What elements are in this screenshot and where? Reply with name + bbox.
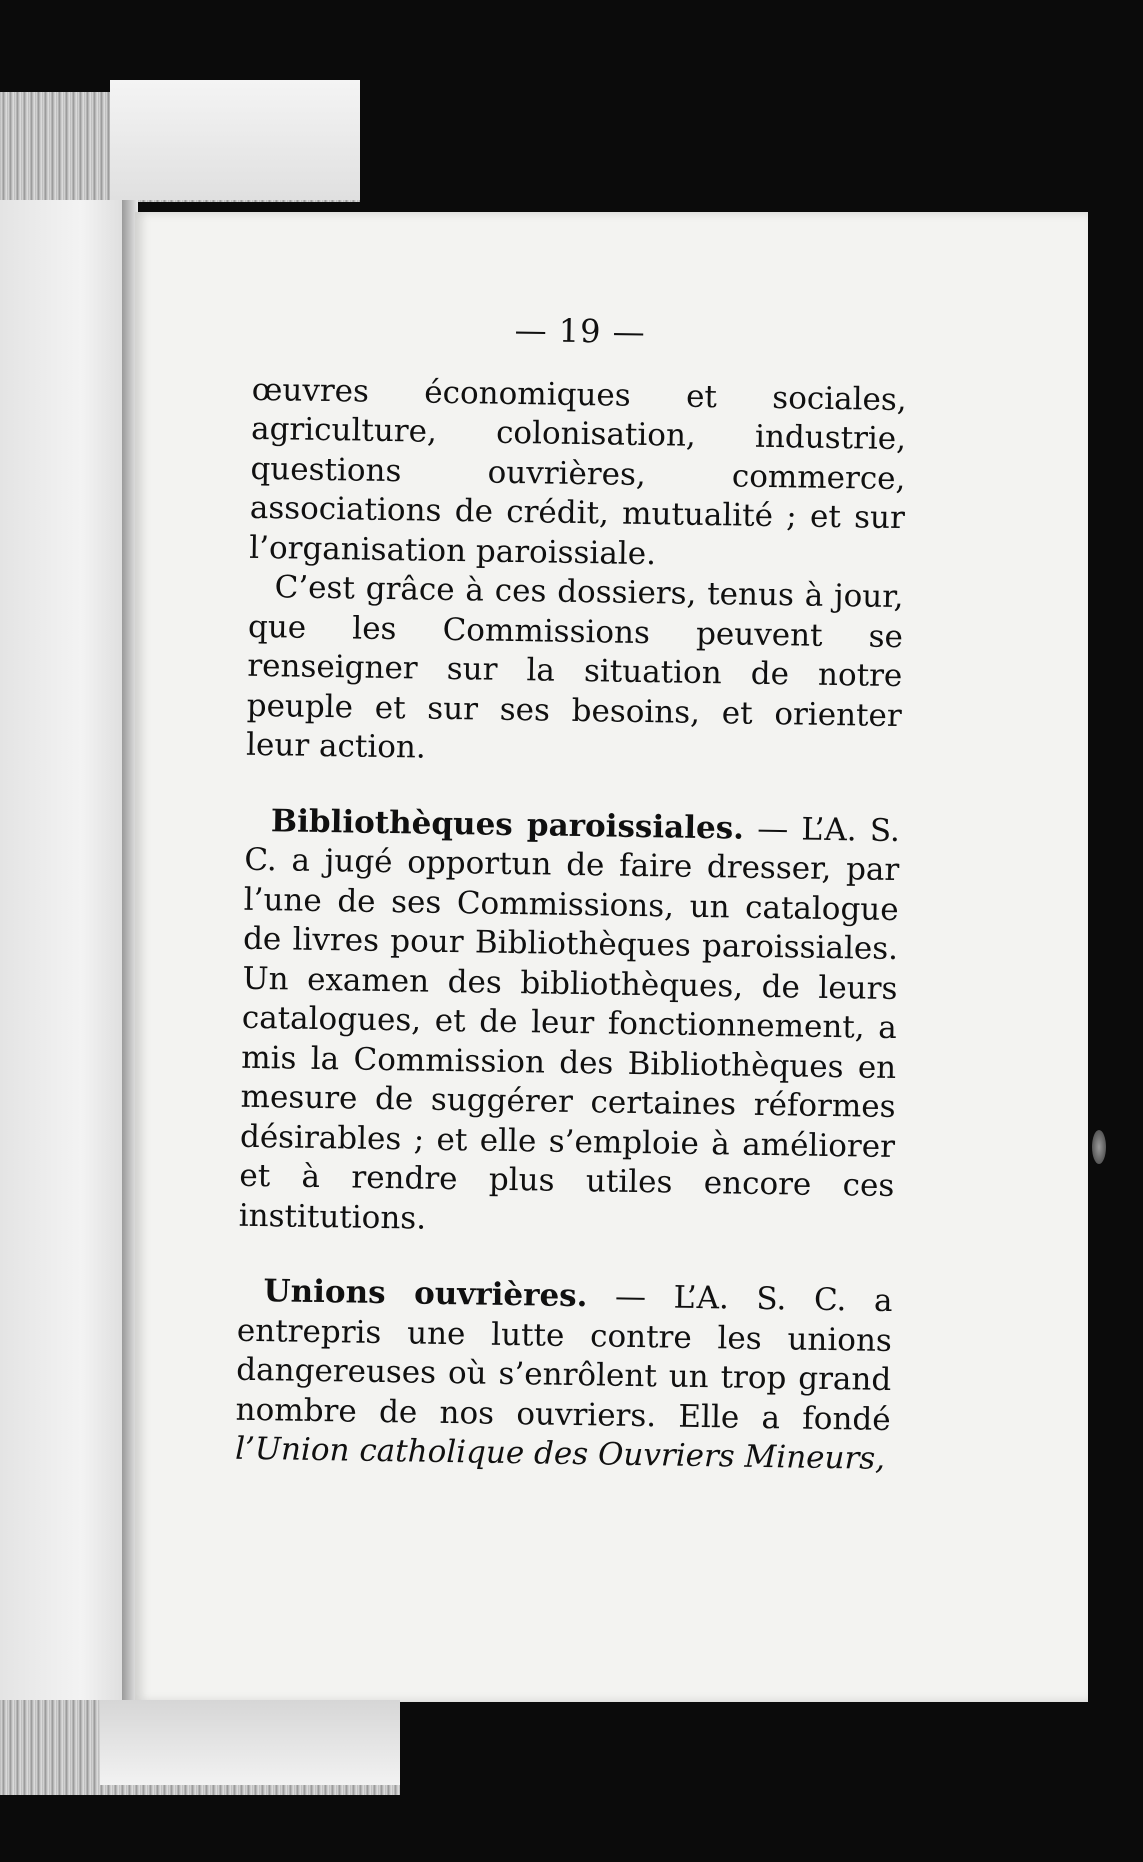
page-tab-top <box>110 80 360 200</box>
scan-speck <box>1092 1130 1106 1164</box>
facing-page <box>0 200 135 1700</box>
section-body-bibliotheques: — L’A. S. C. a jugé opportun de faire dresser, par l’une de ses Commissions, un catalogue de livres pour Bibliothèques paroissiales. Un examen des bibliothèques, de leurs catalogues, et de leur fonctionnement, a mis la Commission des Bibliothèques en mesure de suggérer certaines réformes désirables ; et elle s’emploie à améliorer et à rendre plus utiles encore ces institutions. <box>238 810 901 1237</box>
paragraph-2: C’est grâce à ces dossiers, tenus à jour, que les Commissions peuvent se renseigner sur la situation de notre peuple et sur ses besoins, et orienter leur action. <box>245 569 904 766</box>
book-page <box>135 212 1088 1702</box>
paragraph-1: œuvres économiques et sociales, agriculture, colonisation, industrie, questions ouvrières, commerce, associations de crédit, mutualité ; et sur l’organisation paroissiale. <box>248 371 907 572</box>
book-edge-bottom <box>0 1700 400 1795</box>
section-italic-unions: l’Union catholique des Ouvriers Mineurs, <box>234 1430 886 1477</box>
page-tab-bottom <box>100 1700 400 1785</box>
section-unions <box>235 1272 893 1480</box>
section-bibliotheques <box>238 801 900 1246</box>
section-heading-unions: Unions ouvrières. <box>263 1273 588 1315</box>
book-edge-top <box>0 92 360 202</box>
page-text-block <box>235 307 908 1480</box>
page-number: — 19 — <box>514 310 647 352</box>
section-body-unions: — L’A. S. C. a entrepris une lutte contre les unions dangereuses où s’enrôlent un trop grand nombre de nos ouvriers. Elle a fondé <box>235 1278 893 1438</box>
section-heading-bibliotheques: Bibliothèques paroissiales. <box>270 802 745 847</box>
